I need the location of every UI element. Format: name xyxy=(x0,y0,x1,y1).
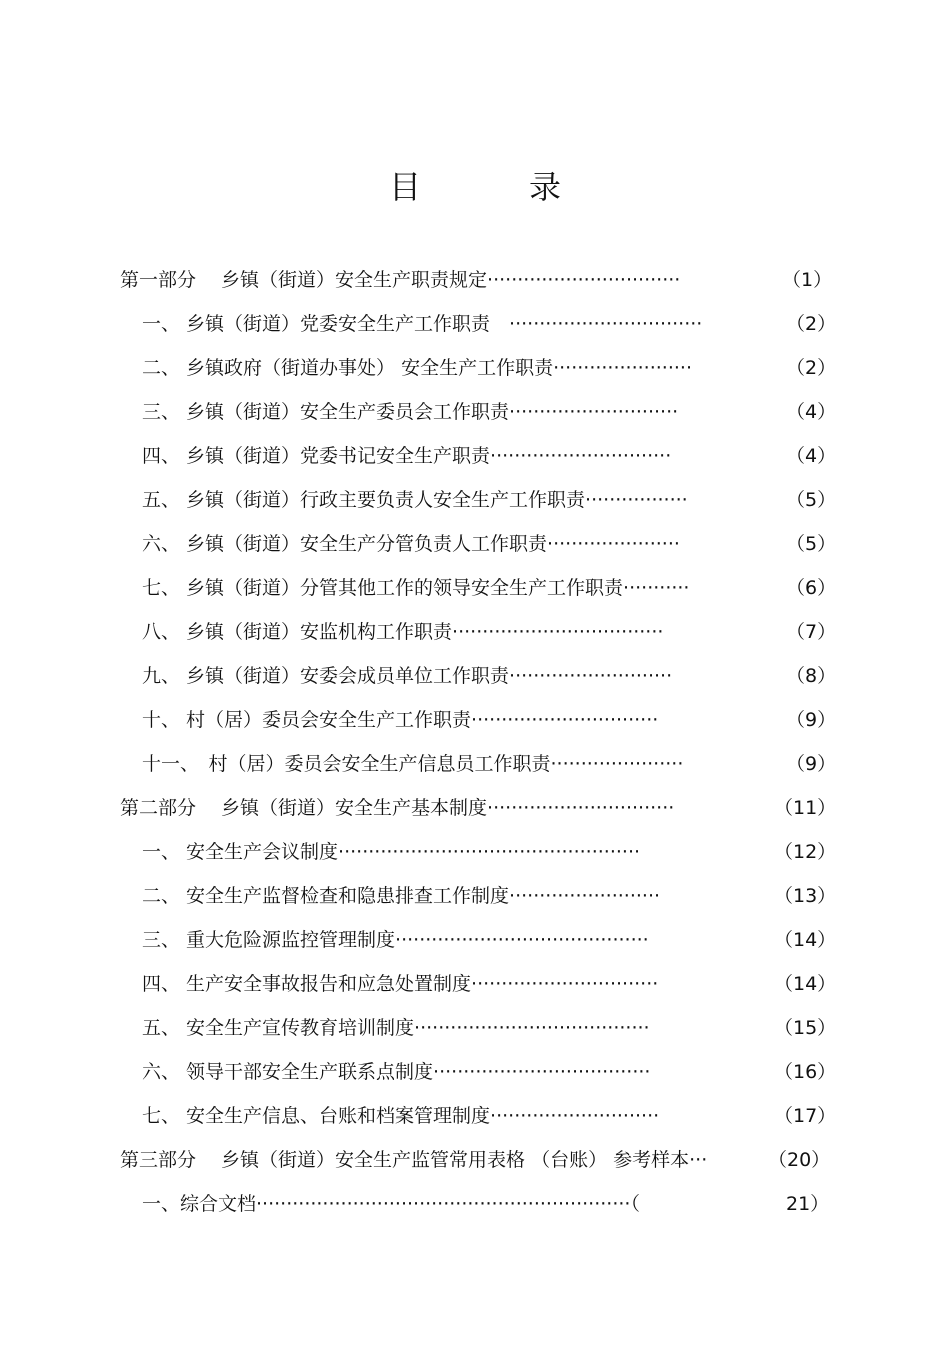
toc-entry[interactable] xyxy=(0,434,950,478)
toc-entry[interactable] xyxy=(0,566,950,610)
toc-entry-page: （4） xyxy=(786,445,837,467)
toc-entry-title: 五、 安全生产宣传教育培训制度······································· xyxy=(142,1017,650,1039)
toc-entry-page: （2） xyxy=(786,313,837,335)
toc-entry-page: （7） xyxy=(786,621,837,643)
toc-entry[interactable] xyxy=(0,654,950,698)
toc-entry-page: （15） xyxy=(774,1017,837,1039)
toc-entry-title: 三、 乡镇（街道）安全生产委员会工作职责···························· xyxy=(142,401,679,423)
toc-entry[interactable] xyxy=(0,786,950,830)
toc-entry-page: （13） xyxy=(774,885,837,907)
toc-entry-page: （1） xyxy=(782,269,833,291)
toc-entry-page: （17） xyxy=(774,1105,837,1127)
toc-entry-page: （20） xyxy=(768,1149,831,1171)
toc-entry-page: （11） xyxy=(774,797,837,819)
toc-entry-title: 第二部分 乡镇（街道）安全生产基本制度······························· xyxy=(120,797,675,819)
page-title: 目 录 xyxy=(388,168,599,206)
toc-entry-title: 七、 乡镇（街道）分管其他工作的领导安全生产工作职责··········· xyxy=(142,577,690,599)
toc-entry-title: 三、 重大危险源监控管理制度·········································· xyxy=(142,929,649,951)
toc-entry-title: 一、 乡镇（街道）党委安全生产工作职责 ································ xyxy=(142,313,703,335)
toc-entry-page: （14） xyxy=(774,973,837,995)
toc-entry-title: 第三部分 乡镇（街道）安全生产监管常用表格 （台账） 参考样本··· xyxy=(120,1149,708,1171)
toc-entry[interactable] xyxy=(0,1094,950,1138)
toc-entry[interactable] xyxy=(0,390,950,434)
toc-entry-title: 四、 生产安全事故报告和应急处置制度······························· xyxy=(142,973,659,995)
toc-entry-page: （14） xyxy=(774,929,837,951)
toc-entry-title: 十、 村（居）委员会安全生产工作职责······························· xyxy=(142,709,659,731)
toc-entry-title: 一、综合文档······························································（ xyxy=(142,1193,640,1215)
toc-entry-title: 二、 乡镇政府（街道办事处） 安全生产工作职责······················· xyxy=(142,357,692,379)
toc-entry-page: （12） xyxy=(774,841,837,863)
toc-entry[interactable] xyxy=(0,1182,950,1226)
toc-entry-page: （8） xyxy=(786,665,837,687)
toc-entry[interactable] xyxy=(0,962,950,1006)
toc-entry-page: （4） xyxy=(786,401,837,423)
toc-entry-title: 六、 领导干部安全生产联系点制度···································· xyxy=(142,1061,651,1083)
toc-entry-title: 第一部分 乡镇（街道）安全生产职责规定································ xyxy=(120,269,681,291)
toc-entry-page: （2） xyxy=(786,357,837,379)
toc-entry-title: 七、 安全生产信息、台账和档案管理制度···························· xyxy=(142,1105,660,1127)
toc-entry[interactable] xyxy=(0,874,950,918)
toc-entry[interactable] xyxy=(0,522,950,566)
toc-entry[interactable] xyxy=(0,478,950,522)
toc-entry-title: 九、 乡镇（街道）安委会成员单位工作职责··························· xyxy=(142,665,673,687)
toc-entry[interactable] xyxy=(0,830,950,874)
toc-entry[interactable] xyxy=(0,346,950,390)
toc-entry-title: 四、 乡镇（街道）党委书记安全生产职责······························ xyxy=(142,445,672,467)
toc-entry-page: （6） xyxy=(786,577,837,599)
toc-entry-title: 二、 安全生产监督检查和隐患排查工作制度························· xyxy=(142,885,661,907)
toc-entry-page: （9） xyxy=(786,709,837,731)
toc-entry[interactable] xyxy=(0,698,950,742)
toc-entry-title: 八、 乡镇（街道）安监机构工作职责··································· xyxy=(142,621,664,643)
toc-entry-page: 21） xyxy=(786,1193,830,1215)
toc-entry[interactable] xyxy=(0,1006,950,1050)
toc-entry-title: 十一、 村（居）委员会安全生产信息员工作职责······················ xyxy=(142,753,684,775)
toc-entry[interactable] xyxy=(0,1138,950,1182)
toc-entry-page: （5） xyxy=(786,489,837,511)
toc-entry-page: （9） xyxy=(786,753,837,775)
toc-entry[interactable] xyxy=(0,918,950,962)
toc-entry[interactable] xyxy=(0,302,950,346)
toc-entry[interactable] xyxy=(0,258,950,302)
toc-entry[interactable] xyxy=(0,610,950,654)
toc-entry-title: 一、 安全生产会议制度·················································· xyxy=(142,841,641,863)
table-of-contents xyxy=(0,258,950,1226)
toc-entry-page: （5） xyxy=(786,533,837,555)
toc-entry[interactable] xyxy=(0,742,950,786)
toc-entry-page: （16） xyxy=(774,1061,837,1083)
toc-entry-title: 五、 乡镇（街道）行政主要负责人安全生产工作职责················· xyxy=(142,489,688,511)
toc-entry-title: 六、 乡镇（街道）安全生产分管负责人工作职责······················ xyxy=(142,533,680,555)
toc-entry[interactable] xyxy=(0,1050,950,1094)
